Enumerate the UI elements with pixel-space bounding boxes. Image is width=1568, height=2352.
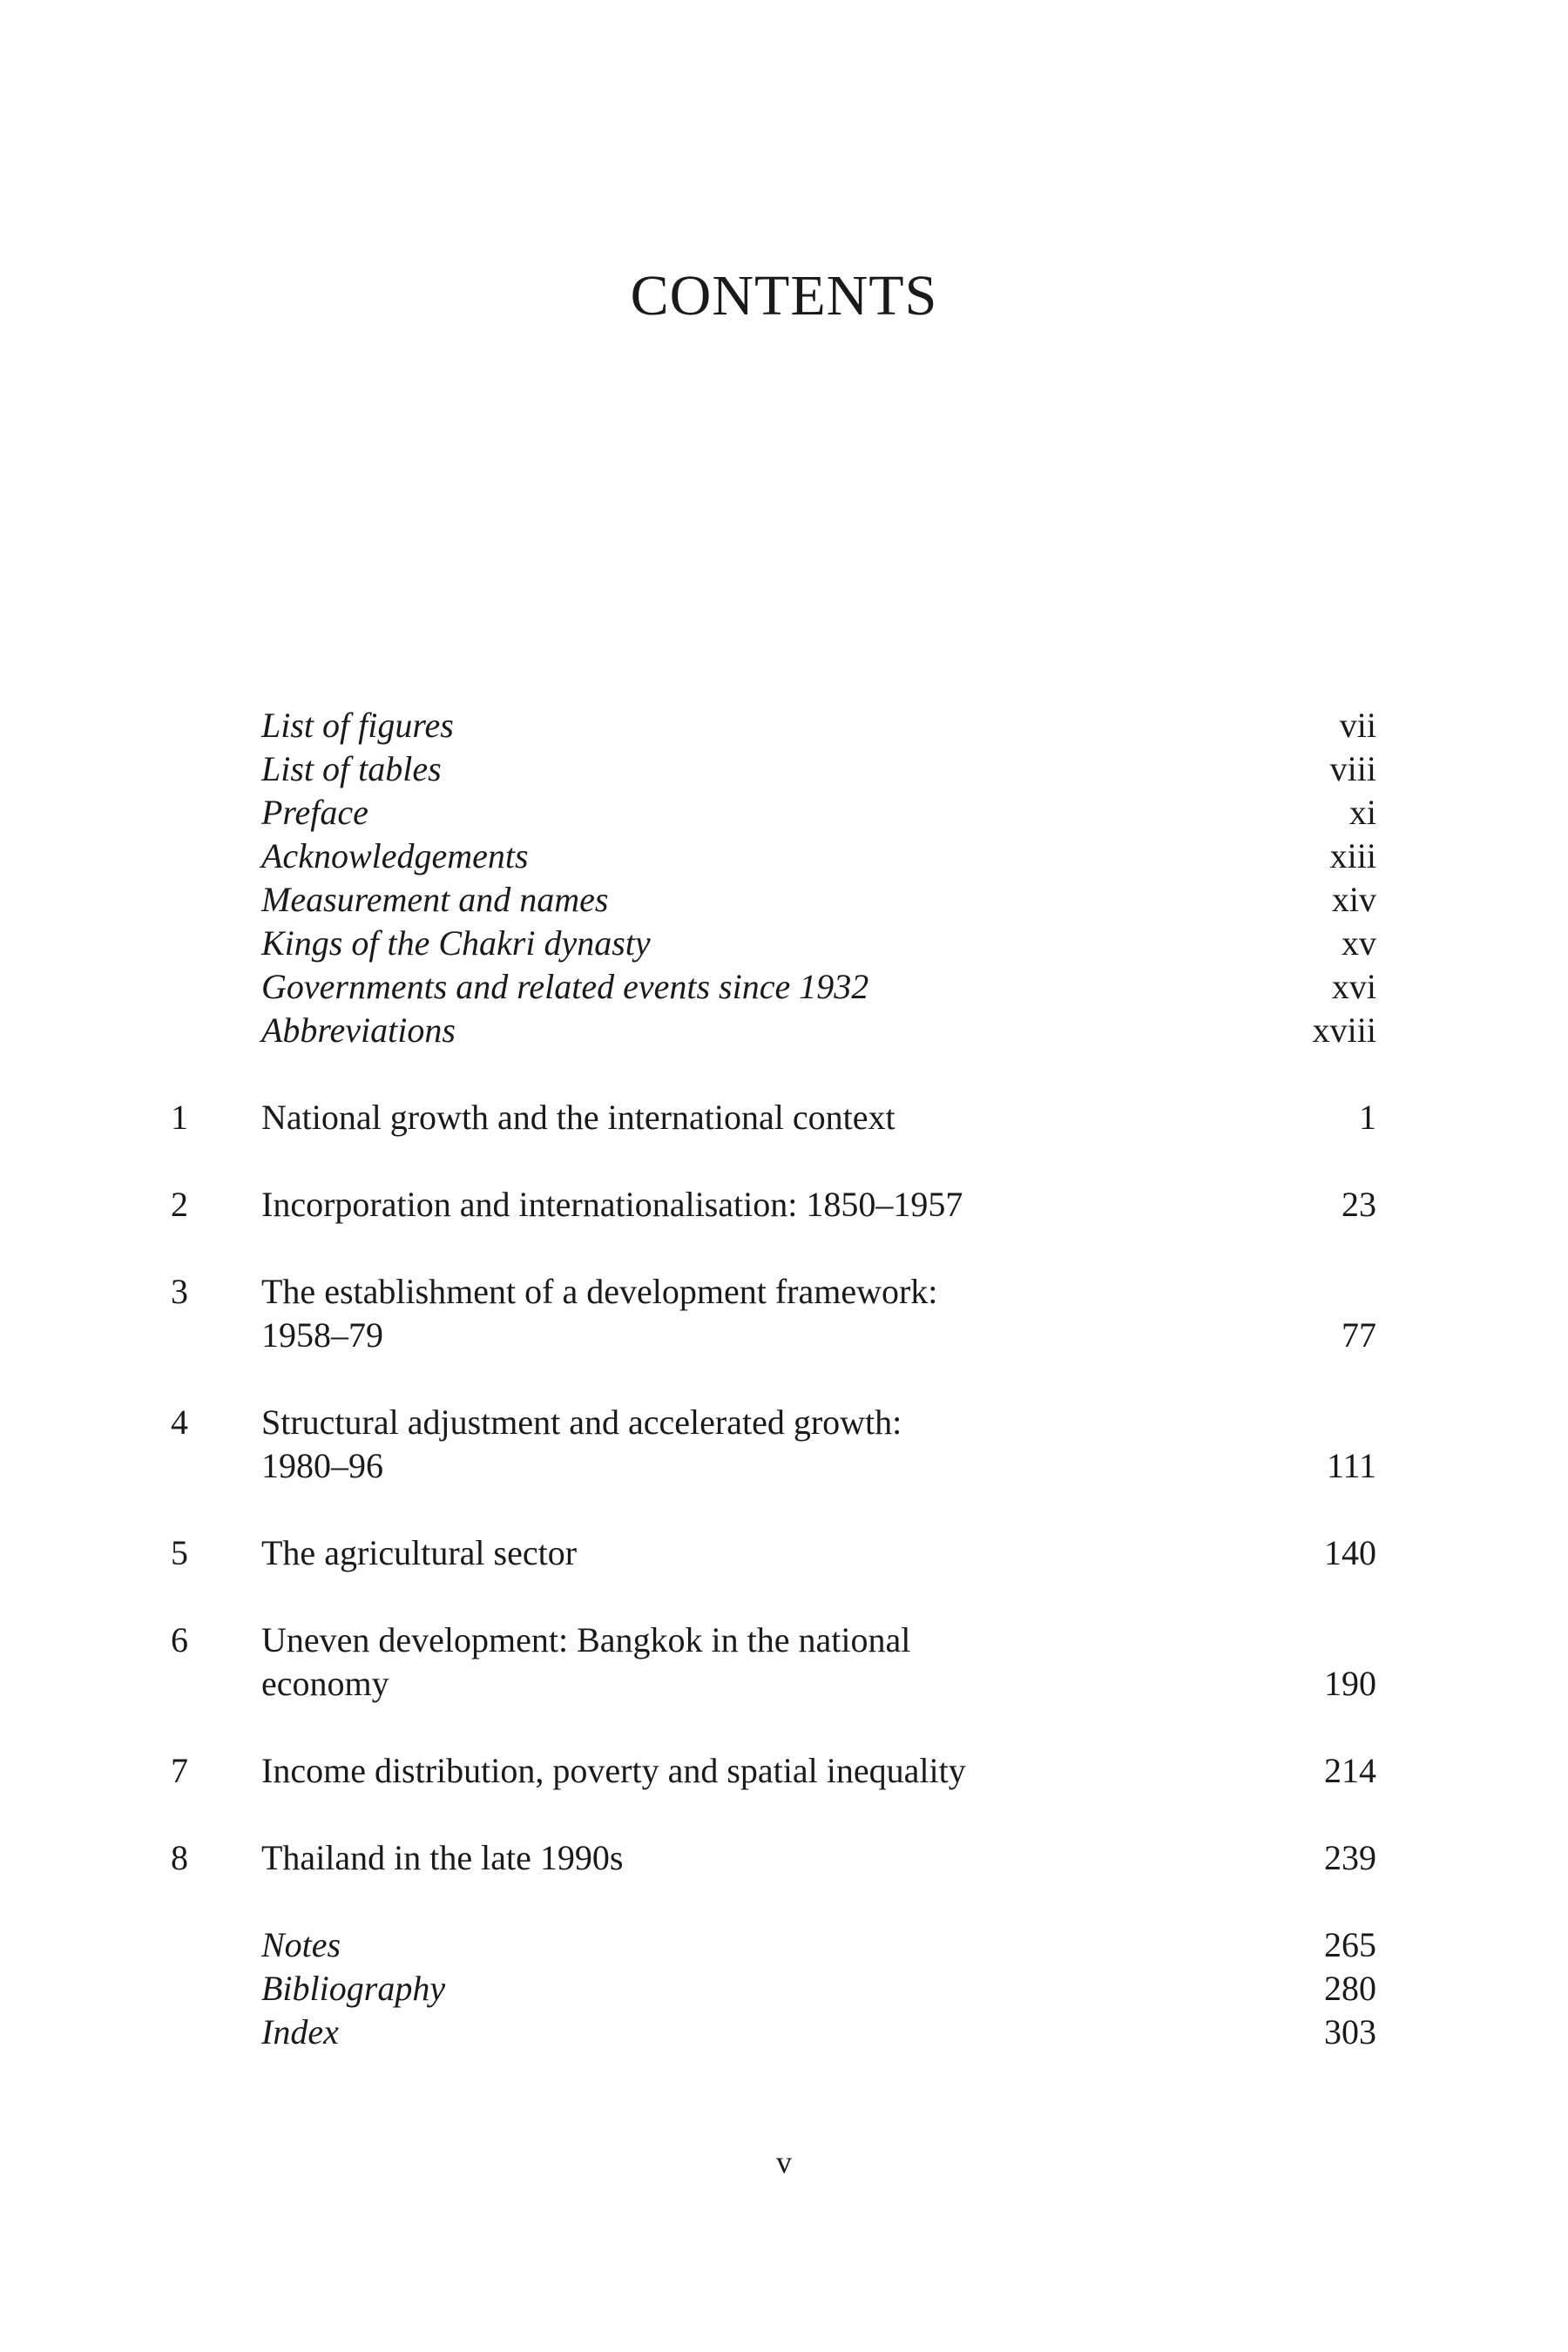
- table-of-contents: [0, 704, 1568, 2054]
- chapter-title: The establishment of a development framework:: [261, 1272, 938, 1311]
- toc-entry-list-of-figures[interactable]: [0, 704, 1568, 747]
- chapter-title: Incorporation and internationalisation: 1850–1957: [261, 1185, 963, 1224]
- toc-entry-notes[interactable]: [0, 1923, 1568, 1967]
- spacer: [0, 1139, 1568, 1183]
- toc-entry-page: 265: [1324, 1925, 1376, 1964]
- chapter-title: Income distribution, poverty and spatial inequality: [261, 1751, 966, 1790]
- toc-entry-page: vii: [1339, 706, 1376, 745]
- toc-entry-label: Acknowledgements: [261, 836, 529, 875]
- toc-chapter-7[interactable]: [0, 1749, 1568, 1793]
- toc-entry-kings-of-the-chakri-dynasty[interactable]: [0, 922, 1568, 965]
- toc-entry-label: List of tables: [261, 749, 442, 788]
- toc-entry-list-of-tables[interactable]: [0, 747, 1568, 791]
- toc-chapter-4[interactable]: [0, 1401, 1568, 1488]
- toc-entry-page: xviii: [1312, 1010, 1376, 1050]
- chapter-title-continued: economy: [261, 1664, 389, 1703]
- chapter-title: Thailand in the late 1990s: [261, 1838, 624, 1877]
- toc-entry-acknowledgements[interactable]: [0, 835, 1568, 878]
- chapter-number: 1: [171, 1098, 188, 1137]
- chapter-number: 7: [171, 1751, 188, 1790]
- chapter-title: National growth and the international context: [261, 1098, 896, 1137]
- toc-entry-index[interactable]: [0, 2011, 1568, 2054]
- chapter-page: 239: [1324, 1838, 1376, 1877]
- chapter-title: Structural adjustment and accelerated growth:: [261, 1402, 902, 1442]
- toc-chapter-8[interactable]: [0, 1836, 1568, 1880]
- toc-chapter-1[interactable]: [0, 1096, 1568, 1139]
- chapter-title: Uneven development: Bangkok in the national: [261, 1620, 911, 1659]
- toc-entry-bibliography[interactable]: [0, 1967, 1568, 2011]
- chapter-title-continued: 1980–96: [261, 1446, 383, 1485]
- spacer: [0, 1052, 1568, 1096]
- toc-entry-page: xiv: [1331, 880, 1376, 919]
- page-title: CONTENTS: [630, 264, 938, 328]
- spacer: [0, 1706, 1568, 1749]
- toc-entry-page: xv: [1342, 923, 1376, 963]
- chapter-page: 190: [1324, 1664, 1376, 1703]
- chapter-page: 23: [1342, 1185, 1376, 1224]
- toc-entry-label: List of figures: [261, 706, 454, 745]
- toc-entry-label: Kings of the Chakri dynasty: [261, 923, 651, 963]
- spacer: [0, 1227, 1568, 1270]
- chapter-page: 214: [1324, 1751, 1376, 1790]
- toc-entry-label: Abbreviations: [261, 1010, 456, 1050]
- chapter-page: 1: [1359, 1098, 1376, 1137]
- chapter-number: 6: [171, 1620, 188, 1659]
- toc-chapter-2[interactable]: [0, 1183, 1568, 1227]
- chapter-number: 5: [171, 1533, 188, 1572]
- chapter-title: The agricultural sector: [261, 1533, 578, 1572]
- toc-entry-abbreviations[interactable]: [0, 1009, 1568, 1052]
- chapter-page: 77: [1342, 1315, 1376, 1355]
- chapter-number: 3: [171, 1272, 188, 1311]
- toc-entry-label: Bibliography: [261, 1969, 446, 2008]
- toc-entry-governments[interactable]: [0, 965, 1568, 1009]
- toc-entry-measurement-and-names[interactable]: [0, 878, 1568, 922]
- toc-entry-label: Notes: [261, 1925, 341, 1964]
- toc-chapter-6[interactable]: [0, 1619, 1568, 1706]
- spacer: [0, 1575, 1568, 1619]
- toc-entry-label: Measurement and names: [261, 880, 609, 919]
- toc-entry-label: Governments and related events since 1932: [261, 967, 869, 1006]
- chapter-title-continued: 1958–79: [261, 1315, 383, 1355]
- toc-entry-label: Index: [261, 2012, 339, 2051]
- spacer: [0, 1880, 1568, 1923]
- chapter-number: 4: [171, 1402, 188, 1442]
- chapter-page: 111: [1326, 1446, 1376, 1485]
- toc-entry-page: xi: [1348, 793, 1376, 832]
- toc-entry-page: xvi: [1331, 967, 1376, 1006]
- toc-chapter-3[interactable]: [0, 1270, 1568, 1357]
- spacer: [0, 1357, 1568, 1401]
- toc-chapter-5[interactable]: [0, 1531, 1568, 1575]
- toc-entry-label: Preface: [261, 793, 368, 832]
- toc-entry-page: 303: [1324, 2012, 1376, 2051]
- toc-entry-page: xiii: [1329, 836, 1376, 875]
- toc-entry-page: 280: [1324, 1969, 1376, 2008]
- chapter-number: 8: [171, 1838, 188, 1877]
- page-number: v: [776, 2145, 792, 2180]
- spacer: [0, 1488, 1568, 1531]
- spacer: [0, 1793, 1568, 1836]
- chapter-page: 140: [1324, 1533, 1376, 1572]
- chapter-number: 2: [171, 1185, 188, 1224]
- toc-entry-preface[interactable]: [0, 791, 1568, 835]
- toc-entry-page: viii: [1329, 749, 1376, 788]
